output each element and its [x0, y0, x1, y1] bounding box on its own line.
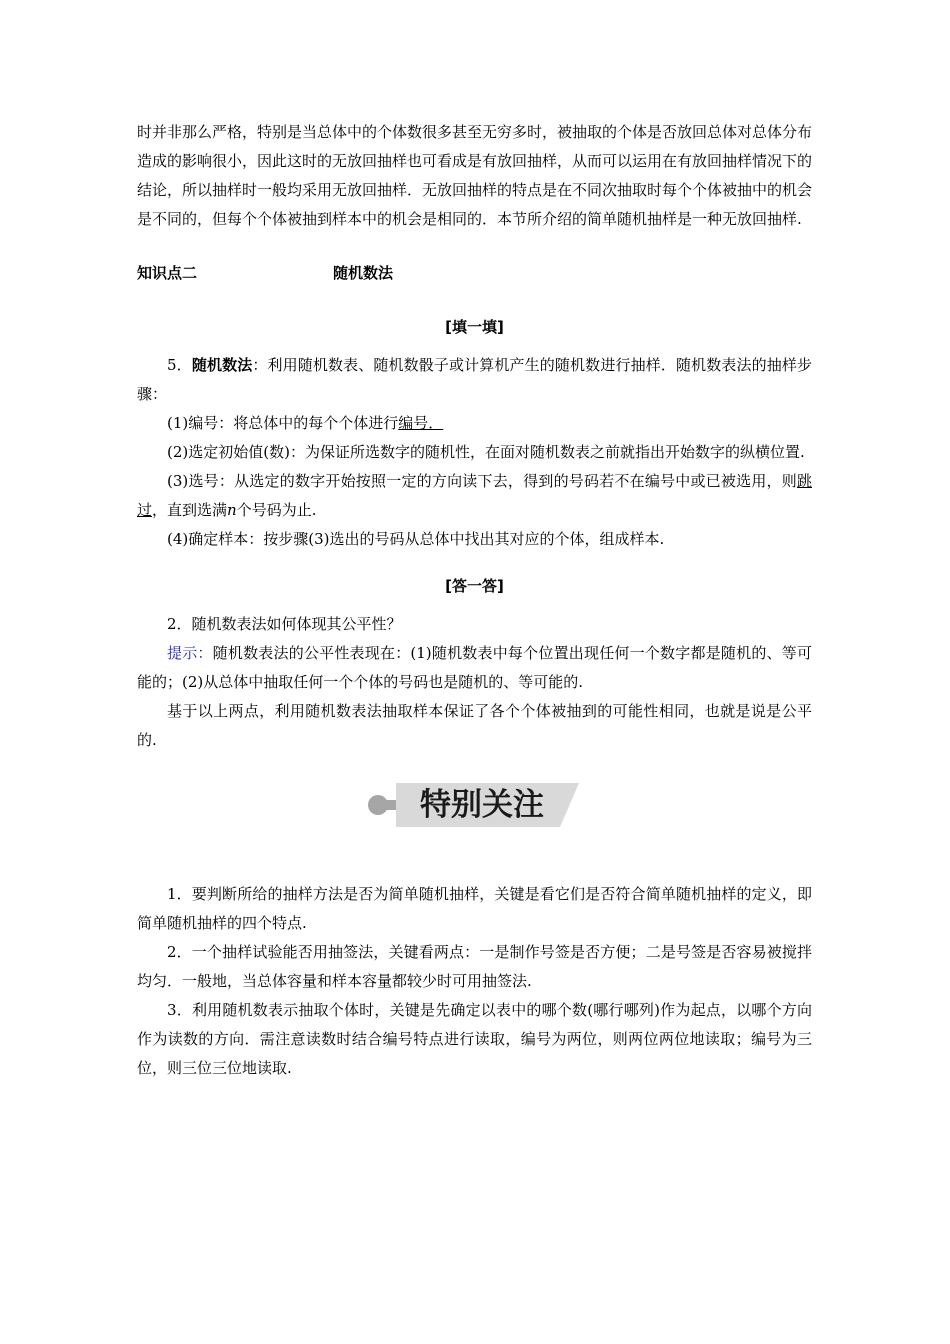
document-body — [137, 118, 812, 1083]
note-3: 3．利用随机数表示抽取个体时，关键是先确定以表中的哪个数(哪行哪列)作为起点，以哪个方向作为读数的方向．需注意读数时结合编号特点进行读取，编号为两位，则两位两位地读取；编号为三位，则三位三位地读取. — [137, 1001, 812, 1077]
blank-answer-1: 编号． — [398, 414, 444, 432]
step-1: (1)编号：将总体中的每个个体进行编号． — [167, 414, 444, 432]
question: 2．随机数表法如何体现其公平性？ — [167, 615, 402, 633]
hint-label: 提示： — [167, 644, 213, 662]
item-5: 5．随机数法：利用随机数表、随机数骰子或计算机产生的随机数进行抽样．随机数表法的抽样步骤： — [137, 356, 812, 403]
answer-title: [答一答] — [445, 577, 504, 595]
special-attention-banner — [137, 777, 812, 835]
hint-paragraph: 提示：随机数表法的公平性表现在：(1)随机数表中每个位置出现任何一个数字都是随机的、等可能的；(2)从总体中抽取任何一个个体的号码也是随机的、等可能的. — [137, 644, 812, 691]
step-3: (3)选号：从选定的数字开始按照一定的方向读下去，得到的号码若不在编号中或已被选用，则跳过，直到选满n个号码为止. — [137, 472, 812, 519]
step-4: (4)确定样本：按步骤(3)选出的号码从总体中找出其对应的个体，组成样本. — [167, 530, 665, 548]
conclusion: 基于以上两点，利用随机数表法抽取样本保证了各个个体被抽到的可能性相同，也就是说是公平的. — [137, 702, 812, 749]
note-2: 2．一个抽样试验能否用抽签法，关键看两点：一是制作号签是否方便；二是号签是否容易被搅拌均匀．一般地，当总体容量和样本容量都较少时可用抽签法. — [137, 943, 812, 990]
fill-title: [填一填] — [445, 318, 504, 336]
section-label: 知识点二 — [137, 264, 198, 282]
section-heading — [137, 259, 812, 288]
banner-title: 特别关注 — [420, 787, 544, 823]
blank-answer-2: 跳过 — [137, 472, 812, 519]
term-random-number: 随机数法 — [191, 356, 253, 374]
note-1: 1．要判断所给的抽样方法是否为简单随机抽样，关键是看它们是否符合简单随机抽样的定义，即简单随机抽样的四个特点. — [137, 885, 812, 932]
intro-paragraph: 时并非那么严格，特别是当总体中的个体数很多甚至无穷多时，被抽取的个体是否放回总体对总体分布造成的影响很小，因此这时的无放回抽样也可看成是有放回抽样，从而可以运用在有放回抽样情况下的结论，所以抽样时一般均采用无放回抽样．无放回抽样的特点是在不同次抽取时每个个体被抽中的机会是不同的，但每个个体被抽到样本中的机会是相同的．本节所介绍的简单随机抽样是一种无放回抽样. — [137, 123, 813, 228]
step-2: (2)选定初始值(数)：为保证所选数字的随机性，在面对随机数表之前就指出开始数字的纵横位置. — [167, 443, 805, 461]
section-title: 随机数法 — [333, 264, 394, 282]
